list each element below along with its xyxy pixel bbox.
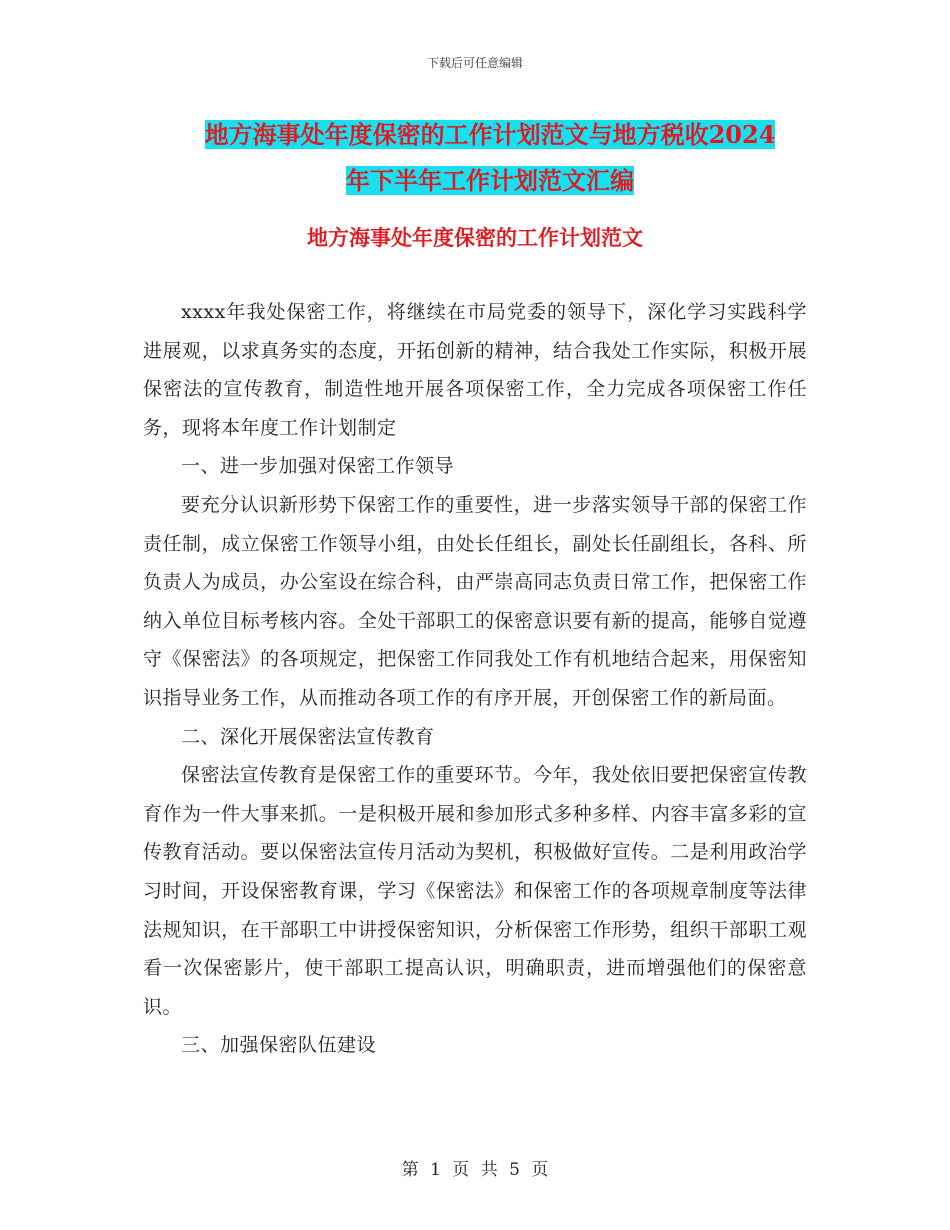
section-title: 地方海事处年度保密的工作计划范文 [307, 225, 643, 250]
header-note: 下载后可任意编辑 [426, 56, 523, 70]
document-title-line-1: 地方海事处年度保密的工作计划范文与地方税收2024 [204, 120, 776, 149]
document-title-line-2: 年下半年工作计划范文汇编 [346, 166, 634, 195]
heading-one: 一、进一步加强对保密工作领导 [181, 455, 455, 478]
paragraph-two: 保密法宣传教育是保密工作的重要环节。今年，我处依旧要把保密宣传教育作为一件大事来抓。一是积极开展和参加形式多种多样、内容丰富多彩的宣传教育活动。要以保密法宣传月活动为契机，积极做好宣传。二是利用政治学习时间，开设保密教育课，学习《保密法》和保密工作的各项规章制度等法律法规知识，在干部职工中讲授保密知识，分析保密工作形势，组织干部职工观看一次保密影片，使干部职工提高认识，明确职责，进而增强他们的保密意识。 [143, 764, 807, 1018]
page-number: 第 1 页 共 5 页 [401, 1160, 549, 1180]
heading-three: 三、加强保密队伍建设 [181, 1034, 377, 1057]
paragraph-intro: xxxx年我处保密工作，将继续在市局党委的领导下，深化学习实践科学进展观，以求真务实的态度，开拓创新的精神，结合我处工作实际，积极开展保密法的宣传教育，制造性地开展各项保密工作，全力完成各项保密工作任务，现将本年度工作计划制定 [143, 301, 807, 439]
heading-two: 二、深化开展保密法宣传教育 [181, 725, 435, 748]
document-title [140, 112, 840, 204]
paragraph-one: 要充分认识新形势下保密工作的重要性，进一步落实领导干部的保密工作责任制，成立保密工作领导小组，由处长任组长，副处长任副组长，各科、所负责人为成员，办公室设在综合科，由严崇高同志负责日常工作，把保密工作纳入单位目标考核内容。全处干部职工的保密意识要有新的提高，能够自觉遵守《保密法》的各项规定，把保密工作同我处工作有机地结合起来，用保密知识指导业务工作，从而推动各项工作的有序开展，开创保密工作的新局面。 [143, 493, 807, 709]
document-body [143, 293, 807, 1065]
